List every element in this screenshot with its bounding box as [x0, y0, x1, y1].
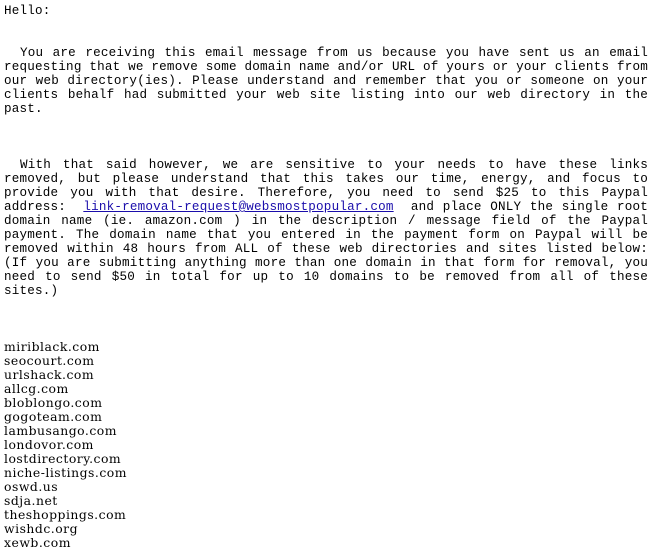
- domain-list-item: niche-listings.com: [4, 465, 127, 480]
- domain-list: [4, 340, 648, 550]
- domain-list-item: bloblongo.com: [4, 395, 103, 410]
- domain-list-item: miriblack.com: [4, 339, 100, 354]
- domain-list-item: lambusango.com: [4, 423, 117, 438]
- paragraph-payment-terms-text-start: With that said however, we are sensitive to your needs to have these links removed, but please understand that this takes our time, energy, and focus to provide you with that desire. Therefore, you need to send $25 to this Paypal address:: [4, 158, 648, 214]
- domain-list-item: wishdc.org: [4, 521, 79, 536]
- domain-list-item: oswd.us: [4, 479, 59, 494]
- domain-list-item: sdja.net: [4, 493, 58, 508]
- domain-list-item: londovor.com: [4, 437, 94, 452]
- paragraph-payment-terms-text-end: and place ONLY the single root domain name (ie. amazon.com ) in the description / message field of the Paypal payment. The domain name that you entered in the payment form on Paypal will be removed within 48 hours from ALL of these web directories and sites listed below: (If you are submitting anything more than one domain in that form for removal, you need to send $50 in total for up to 10 domains to be removed from all of these sites.): [4, 200, 648, 298]
- domain-list-item: lostdirectory.com: [4, 451, 122, 466]
- paypal-email-link[interactable]: link-removal-request@websmostpopular.com: [83, 200, 394, 214]
- paragraph-removal-request: [4, 46, 648, 116]
- greeting: Hello:: [4, 4, 51, 18]
- domain-list-item: theshoppings.com: [4, 507, 127, 522]
- paragraph-removal-request-text: You are receiving this email message from us because you have sent us an email requesting that we remove some domain name and/or URL of yours or your clients from our web directory(ies). Please understand and remember that you or someone on your clients behalf had submitted your web site listing into our web directory in the past.: [4, 46, 648, 116]
- domain-list-item: gogoteam.com: [4, 409, 103, 424]
- domain-list-item: allcg.com: [4, 381, 69, 396]
- domain-list-item: seocourt.com: [4, 353, 95, 368]
- paragraph-payment-terms: [4, 158, 648, 298]
- domain-list-item: urlshack.com: [4, 367, 95, 382]
- domain-list-item: xewb.com: [4, 535, 71, 550]
- email-body: [4, 4, 648, 550]
